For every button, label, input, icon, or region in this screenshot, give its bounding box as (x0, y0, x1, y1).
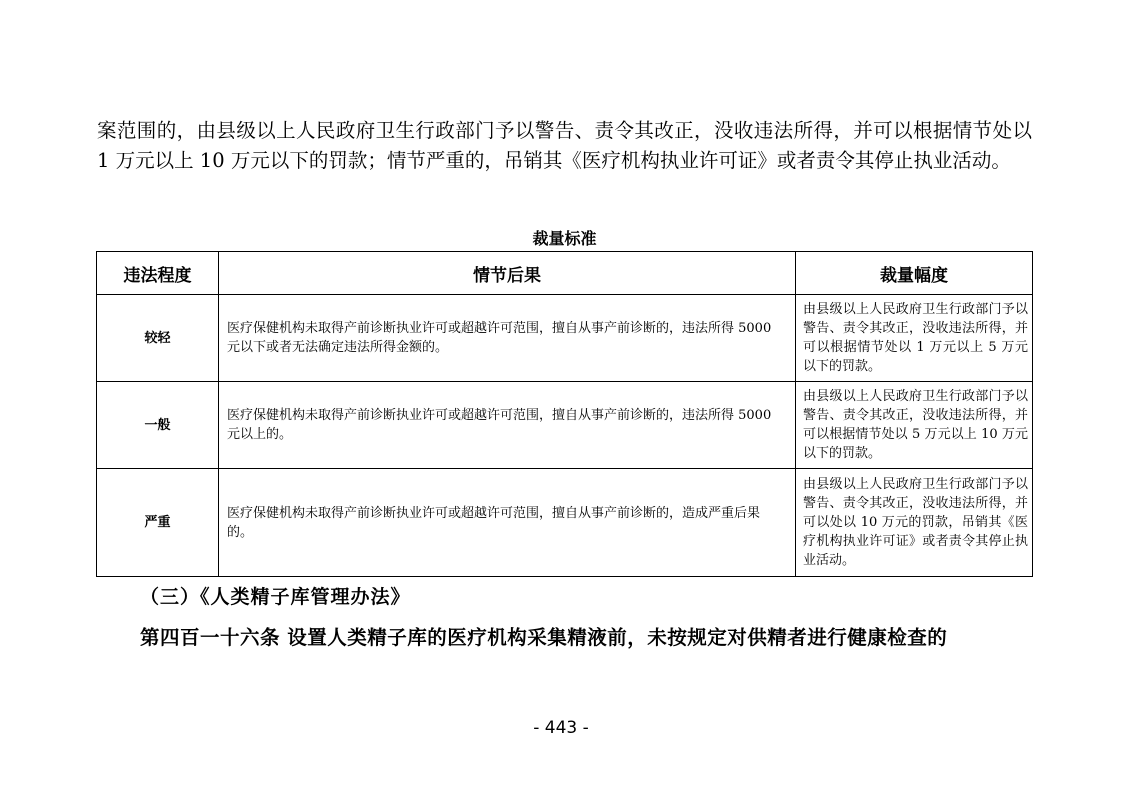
intro-text: 案范围的，由县级以上人民政府卫生行政部门予以警告、责令其改正，没收违法所得，并可以根据情节处以 1 万元以上 10 万元以下的罚款；情节严重的，吊销其《医疗机构执业许可证》或者责令其停止执业活动。 (97, 119, 1032, 172)
row-level: 一般 (97, 382, 219, 469)
discretion-standard-table (96, 251, 1033, 577)
header-discretion-range: 裁量幅度 (796, 252, 1033, 295)
table-header-row (97, 252, 1033, 295)
row-circumstances: 医疗保健机构未取得产前诊断执业许可或超越许可范围，擅自从事产前诊断的，违法所得 5000 元以下或者无法确定违法所得金额的。 (219, 295, 796, 382)
row-circumstances: 医疗保健机构未取得产前诊断执业许可或超越许可范围，擅自从事产前诊断的，造成严重后果的。 (219, 469, 796, 577)
row-circumstances: 医疗保健机构未取得产前诊断执业许可或超越许可范围，擅自从事产前诊断的，违法所得 5000 元以上的。 (219, 382, 796, 469)
table-row (97, 469, 1033, 577)
section-heading: （三）《人类精子库管理办法》 (140, 586, 411, 608)
article-heading: 第四百一十六条 设置人类精子库的医疗机构采集精液前，未按规定对供精者进行健康检查的 (140, 626, 948, 649)
table-row (97, 382, 1033, 469)
header-violation-level: 违法程度 (97, 252, 219, 295)
header-circumstances: 情节后果 (219, 252, 796, 295)
row-level: 严重 (97, 469, 219, 577)
page-number: - 443 - (533, 718, 589, 738)
table-row (97, 295, 1033, 382)
row-level: 较轻 (97, 295, 219, 382)
row-discretion-range: 由县级以上人民政府卫生行政部门予以警告、责令其改正，没收违法所得，并可以根据情节处以 1 万元以上 5 万元以下的罚款。 (796, 295, 1033, 382)
row-discretion-range: 由县级以上人民政府卫生行政部门予以警告、责令其改正，没收违法所得，并可以处以 10 万元的罚款，吊销其《医疗机构执业许可证》或者责令其停止执业活动。 (796, 469, 1033, 577)
intro-paragraph (97, 116, 1032, 176)
table-caption: 裁量标准 (532, 229, 597, 248)
row-discretion-range: 由县级以上人民政府卫生行政部门予以警告、责令其改正，没收违法所得，并可以根据情节处以 5 万元以上 10 万元以下的罚款。 (796, 382, 1033, 469)
